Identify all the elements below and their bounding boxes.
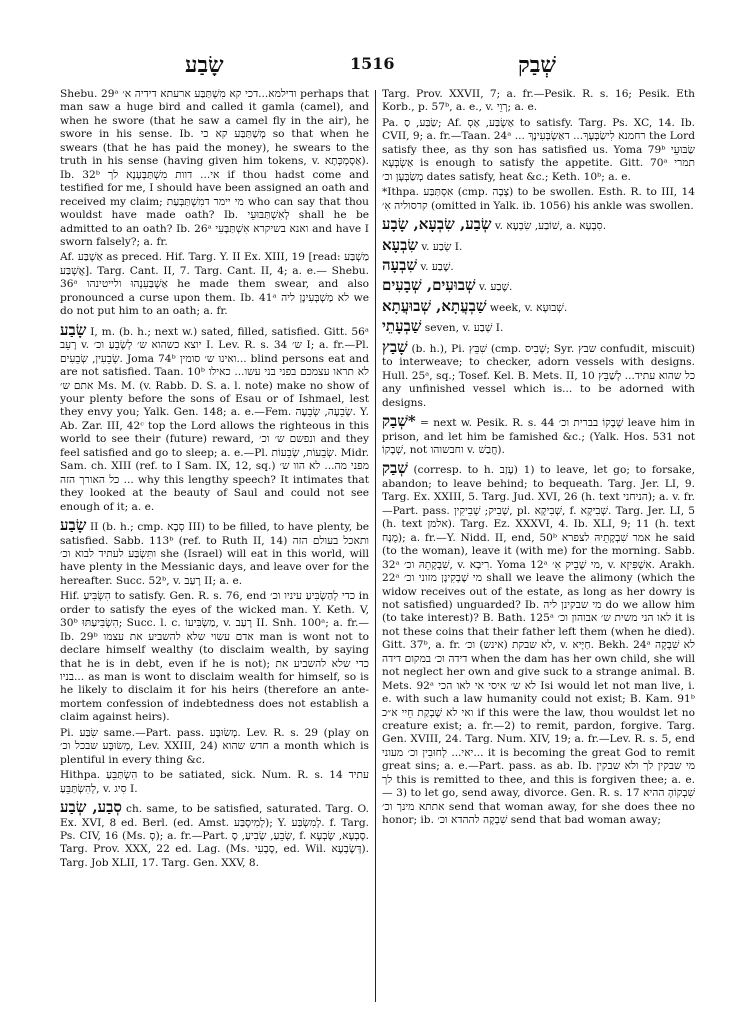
dictionary-entry bbox=[382, 318, 695, 335]
entry-headword: שְׁבַק bbox=[382, 459, 408, 478]
entry-text: (corresp. to h. עָזַב) 1) to leave, let go; to forsake, abandon; to leave behind; to bequeath. Targ. Jer. LI, 9. Targ. Ex. XXIII, 5. Targ. Jud. XVI, 26 (h. text הניחני); a. v. fr.—Part. pass. שְׁבִיק; שְׁבִיקִין, pl. שְׁבִיקָא, f. שְׁבִיקָא. Targ. Jer. LI, 5 (h. text אלמן). Targ. Ez. XXXVI, 4. Ib. XLI, 9; 11 (h. text מֻנָּח); a. fr.—Y. Nidd. II, end, 50ᵇ אמר שִׁבְקָתֵיהּ לצפרא he said (to the woman), leave it (with me) for the morning. Sabb. 32ᵃ שִׁבְקָתֵהּ וכ׳, v. רִיבָא. Yoma 12ᵃ מי שָׁבֵיק אִ׳, v. אִשְׁפִּיזָא. Arakh. 22ᵃ מי שָׁבְקִינָן מזוני וכ׳ shall we leave the alimony (which the widow receives out of the estate, as long as her dowry is not satisfied) unguarded? Ib. מי שבקינן ליה do we allow him (to take interest)? B. Bath. 125ᵃ לאו הני משית ש׳ אבוהון וכ׳ it is not these coins that their father left them (when he died). Gitt. 37ᵇ, a. fr. לא שבקת (אינש) וכ׳, v. חַיָּיא. Bekh. 24ᵃ לא שִׁבְקָה דידה וכ׳ במקום דידה when the dam has her own child, she will not neglect her own and give suck to a strange animal. B. Mets. 92ᵃ לא ש׳ איסי אי לאו הכי Isi would let not man live, i. e. with such a law humanity could not exist; B. Kam. 91ᵇ ואי לא שָׁבְקַת חֵיי א״כ if this were the law, thou wouldst let no creature exist; a. fr.—2) to remit, pardon, forgive. Targ. Gen. XVIII, 24. Targ. Num. XIV, 19; a. fr.—Lev. R. s. 5, end יאי... לְחוּבִין וכ׳ מעוני... it is becoming the great God to remit great sins; a. e.—Part. pass. as ab. Ib. מי שבקין לך ולא שבקין לך this is remitted to thee, and this is forgiven thee; a. e.— 3) to let go, send away, divorce. Gen. R. s. 17 שִׁבְקוֹהָ ההיא אתתא מינך וכ׳ send that woman away, for she does thee no honor; ib. שִׁבְקָה לההדא וכ׳ send that bad woman away; bbox=[382, 464, 695, 827]
dictionary-entry bbox=[382, 339, 695, 410]
entry-text: II (b. h.; cmp. סְבָא III) to be filled, to have plenty, be satisfied. Sabb. 113ᵇ (ref. to Ruth II, 14) ותאכל בעולם הזה ותִּשְׂבַּע לעתיד לבוא וכ׳ she (Israel) will eat in this world, will have plenty in the Messianic days, and leave over for the hereafter. Succ. 52ᵇ, v. רָעַב II; a. e. bbox=[60, 521, 369, 587]
paragraph-text: Af. אַשְׁבַּע as preced. Hif. Targ. Y. II Ex. XIII, 19 [read: מַשְׁבַּע אֲשְׁבַּע]. Targ. Cant. II, 7. Targ. Cant. II, 4; a. e.— Shebu. 36ᵃ אַשְׁבַּעִנְהוּ ולייטינהו he made them swear, and also pronounced a curse upon them. Ib. 41ᵃ לא מַשְׁבְּעִינָן ליה we do not put him to an oath; a. fr. bbox=[60, 251, 369, 318]
dictionary-entry bbox=[382, 257, 695, 274]
paragraph-text: Pa. שַׂבַּע, סַ; Af. אַשְׂבַּע, אַסְ to satisfy. Targ. Ps. XC, 14. Ib. CVII, 9; a. fr.—Taan. 24ᵃ ... רחמנא לִישַׂבְּעָךְ... דאַשְׂבְּעִינָךְ the Lord satisfy thee, as thy son has satisfied us. Yoma 79ᵇ שַׂבּוּעֵי אַשְׂבְּעָא is enough to satisfy the appetite. Gitt. 70ᵃ תמרי מְשַׂבְּעָן וכ׳ dates satisfy, heat &c.; Keth. 10ᵇ; a. e. bbox=[382, 116, 695, 183]
entry-text: week, v. שְׁבוּעָא. bbox=[489, 301, 568, 314]
dictionary-entry bbox=[382, 216, 695, 233]
entry-text: = next w. Pesik. R. s. 44 שְׁבָקוֹ בברית וכ׳ leave him in prison, and let him be famished &c.; (Yalk. Hos. 531 not שְׁבָקוֹ, not וחבשוהו v. חֲבַשׁ). bbox=[382, 417, 695, 456]
entry-headword: *שְׁבַק bbox=[382, 412, 416, 431]
dictionary-entry bbox=[382, 237, 695, 254]
entry-headword: שִׂבְעָא bbox=[382, 235, 418, 254]
left-column bbox=[60, 88, 369, 1003]
paragraph-text: Hithpa. הִשְׂתַּבֵּעַ to be satiated, sick. Num. R. s. 14 עתיד לְהִשְׂתַּבֵּעַ, v. סִיג I. bbox=[60, 769, 369, 795]
entry-text: I, m. (b. h.; next w.) sated, filled, satisfied. Gitt. 56ᵃ רָעֵב v. יוצא כשהוא ש׳ לְשָׂבֵעַ וכ׳ I. Lev. R. s. 34 ש׳ I; a. fr.—Pl. שְׂבֵעִין, שְׂבֵעִים. Joma 74ᵇ ואינו ש׳ סומין... blind persons eat and are not satisfied. Taan. 10ᵇ לא תראו עצמכם בפני בני עשו... כאילו אתם ש׳ Ms. M. (v. Rabb. D. S. a. l. note) make no show of your plenty before the sons of Esau or of Ishmael, lest they envy you; Yalk. Gen. 148; a. e.—Fem. שְׂבֵעָה, שְׂבֵעָה. Y. Ab. Zar. III, 42ᶜ top the Lord allows the righteous in this world to see their (future) reward, ונפשם ש׳ וכ׳ and they feel satisfied and go to sleep; a. e.—Pl. שְׂבֵעוֹת, שְׂבֵעוֹת. Midr. Sam. ch. XIII (ref. to I Sam. IX, 12, sq.) מפני מה... לא הוו ש׳ ... כל האורך הזה why this lengthy speech? It intimates that they looked at the beauty of Saul and could not see enough of it; a. e. bbox=[60, 325, 369, 513]
column-paragraph bbox=[60, 251, 369, 318]
entry-headword: שִׁבְעָה bbox=[382, 255, 417, 274]
entry-text: v. שְׂבַע I. bbox=[421, 240, 463, 253]
page-number: 1516 bbox=[350, 54, 395, 73]
column-paragraph bbox=[60, 727, 369, 767]
column-paragraph bbox=[382, 117, 695, 184]
entry-headword: שְׂבַע, שִׂבְעָא, שָׂבָע bbox=[382, 215, 492, 234]
entry-text: seven, v. שְׁבַע I. bbox=[424, 322, 504, 335]
page-header bbox=[0, 52, 750, 82]
column-paragraph bbox=[60, 769, 369, 796]
column-paragraph bbox=[382, 88, 695, 115]
entry-headword: שָׂבַע bbox=[60, 516, 87, 535]
dictionary-entry bbox=[382, 298, 695, 315]
entry-text: v. שֶׁבַע. bbox=[478, 281, 513, 294]
dictionary-entry bbox=[382, 413, 695, 457]
right-column bbox=[382, 88, 695, 1003]
dictionary-entry bbox=[60, 799, 369, 870]
entry-headword: שָׁבַץ bbox=[382, 337, 408, 356]
paragraph-text: Hif. הִשְׂבִּיעַ to satisfy. Gen. R. s. 76, end כדי לְהַשְׂבִּיעַ עיניו וכ׳ in order to satisfy the eyes of the wicked man. Y. Keth. V, 30ᵇ הִשְׂבִּיעַתּוּ; Succ. l. c. מַשְׂבִּיעוֹ, v. רָעַב II. Snh. 100ᵃ; a. fr.—Ib. 29ᵇ אדם עשוי שלא להשביע את עצמו man is wont not to declare himself wealthy (to disclaim wealth, by saying that he is in debt, even if he is not); כדי שלא להשביע את בניו... as man is wont to disclaim wealth for himself, so is he likely to disclaim it for his heirs (therefore an ante-mortem confession of indebtedness does not establish a claim against heirs). bbox=[60, 590, 369, 724]
entry-text: ch. same, to be satisfied, saturated. Targ. O. Ex. XVI, 8 ed. Berl. (ed. Amst. לְמִיסְבַּע); Y. לְמִשְׂבַּע. f. Targ. Ps. CIV, 16 (Ms. סְ); a. fr.—Part. שְׂבֵעַ, שְׂבִיעַ, סָ, f. סָבְעָא, שָׂבְעָא. Targ. Prov. XXX, 22 ed. Lag. (Ms. סָבְעִי, ed. Wil. דְּשָׂבְעָא). Targ. Job XLII, 17. Targ. Gen. XXV, 8. bbox=[60, 803, 369, 869]
entry-text: v. שׁוֹבַע, שִׂבְעָא, a. סִבְעָא. bbox=[494, 220, 607, 233]
dictionary-entry bbox=[382, 460, 695, 827]
column-paragraph bbox=[60, 88, 369, 249]
running-head-right: שְׁבַק bbox=[518, 52, 556, 78]
entry-text: v. שֶׁבַע. bbox=[420, 260, 454, 273]
dictionary-entry bbox=[60, 517, 369, 588]
dictionary-entry bbox=[60, 322, 369, 514]
paragraph-text: *Ithpa. אִסְתַּבַּע (cmp. צְבָה) to be swollen. Esth. R. to III, 14 קרסוליה אִ׳ (omitted in Yalk. ib. 1056) his ankle was swollen. bbox=[382, 186, 695, 212]
entry-headword: שָׂבַע bbox=[60, 320, 87, 339]
paragraph-text: Shebu. 29ᵃ ודילמא...דכי קא מִשְׁתַּבַּע ארעתא דידיה א׳ perhaps that man saw a huge bird and called it gamla (camel), and when he swore (that he saw a camel fly in the air), he swore in his sense. Ib. מְשַׁתַּבַּע קא כי so that when he swears (that he has paid the money), he swears to the truth in his sense (having given him tokens, v. אַסְמְכְּתָא). Ib. 32ᵇ אי... דוות מִשְׁתַּבְּעָנָא לך if thou hadst come and testified for me, I should have been assigned an oath and received my claim; מי יימר דמִשְׁתַּבְּעַת who can say that thou wouldst have made oath? Ib. לְאִשְׁתַּבּוּעֵי shall he be admitted to an oath? Ib. 26ᵃ ואנא בשיקרא אִשְׁתַּבָּעִי and have I sworn falsely?; a. fr. bbox=[60, 88, 369, 248]
column-divider bbox=[375, 90, 376, 1002]
paragraph-text: Targ. Prov. XXVII, 7; a. fr.—Pesik. R. s. 16; Pesik. Eth Korb., p. 57ᵇ, a. e., v. רְוֵי; a. e. bbox=[382, 88, 695, 114]
column-paragraph bbox=[382, 186, 695, 213]
running-head-left: שָׂבַע bbox=[185, 52, 224, 78]
entry-headword: סְבַע, שְׂבַע bbox=[60, 798, 122, 817]
entry-headword: שַׁבְעֲתָא, שְׁבוּעֲתָא bbox=[382, 296, 487, 315]
entry-text: (b. h.), Pi. שִׁבֵּץ (cmp. שְׁבִיס; Syr. שבץ confudit, miscuit) to interweave; to checker, adorn vessels with designs. Hull. 25ᵃ, sq.; Tosef. Kel. B. Mets. II, 10 כל שהוא עתיד... לְשַׁבֵּץ any unfinished vessel which is... to be adorned with designs. bbox=[382, 342, 695, 409]
dictionary-entry bbox=[382, 277, 695, 294]
entry-headword: שְׁבוּעִים, שְׁבָעִים bbox=[382, 276, 476, 295]
paragraph-text: Pi. שִׂבַּע same.—Part. pass. מְשׂוּבָּע. Lev. R. s. 29 (play on מְשׂוּבָּע שבכל וכ׳, Lev. XXIII, 24) חדש שהוא a month which is plentiful in every thing &c. bbox=[60, 726, 369, 766]
column-paragraph bbox=[60, 590, 369, 725]
entry-headword: שַׁבְעָתֵי bbox=[382, 317, 422, 336]
